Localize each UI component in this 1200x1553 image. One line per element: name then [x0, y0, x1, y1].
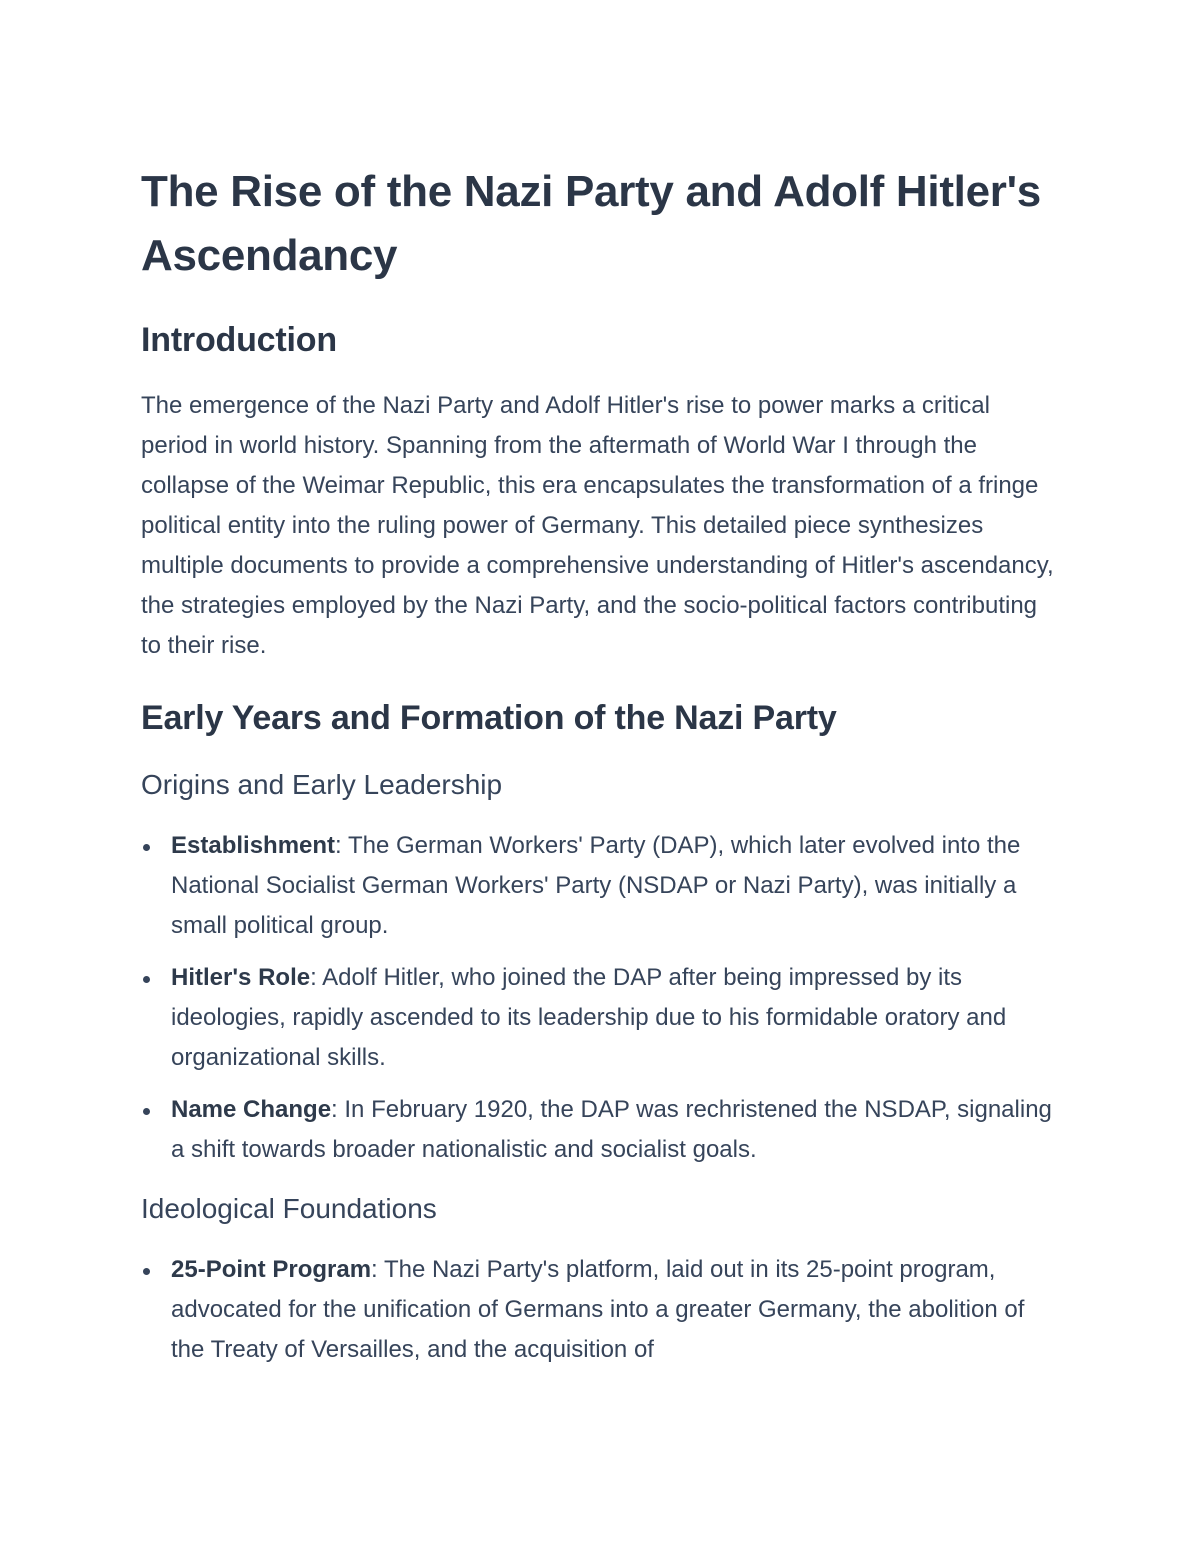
origins-list	[141, 826, 1061, 1170]
list-item	[141, 1090, 1061, 1170]
list-item-text: : The German Workers' Party (DAP), which later evolved into the National Socialist German Workers' Party (NSDAP or Nazi Party), was initially a small political group.	[171, 832, 1021, 939]
list-item	[141, 958, 1061, 1078]
list-item-text: : In February 1920, the DAP was rechristened the NSDAP, signaling a shift towards broader nationalistic and socialist goals.	[171, 1096, 1052, 1163]
list-item-label: Establishment	[171, 832, 336, 859]
list-item-label: Name Change	[171, 1096, 332, 1123]
bullet-icon	[143, 1108, 150, 1115]
subsection-heading-origins: Origins and Early Leadership	[141, 769, 503, 800]
list-item-label: 25-Point Program	[171, 1256, 372, 1283]
ideological-list	[141, 1250, 1061, 1370]
list-item-text: : The Nazi Party's platform, laid out in its 25-point program, advocated for the unification of Germans into a greater Germany, the abolition of the Treaty of Versailles, and the acquisition of	[171, 1256, 1025, 1363]
document-title: The Rise of the Nazi Party and Adolf Hitler's Ascendancy	[141, 167, 1041, 280]
bullet-icon	[143, 976, 150, 983]
list-item	[141, 826, 1061, 946]
document-page	[141, 160, 1061, 1382]
list-item	[141, 1250, 1061, 1370]
list-item-text: : Adolf Hitler, who joined the DAP after being impressed by its ideologies, rapidly ascended to its leadership due to his formidable oratory and organizational skills.	[171, 964, 1007, 1071]
section-heading-early-years: Early Years and Formation of the Nazi Party	[141, 699, 837, 737]
list-item-label: Hitler's Role	[171, 964, 311, 991]
subsection-heading-ideological: Ideological Foundations	[141, 1193, 437, 1224]
section-heading-introduction: Introduction	[141, 321, 337, 359]
bullet-icon	[143, 844, 150, 851]
bullet-icon	[143, 1268, 150, 1275]
introduction-paragraph: The emergence of the Nazi Party and Adolf Hitler's rise to power marks a critical period in world history. Spanning from the aftermath of World War I through the collapse of the Weimar Republic, this era encapsulates the transformation of a fringe political entity into the ruling power of Germany. This detailed piece synthesizes multiple documents to provide a comprehensive understanding of Hitler's ascendancy, the strategies employed by the Nazi Party, and the socio-political factors contributing to their rise.	[141, 392, 1054, 659]
